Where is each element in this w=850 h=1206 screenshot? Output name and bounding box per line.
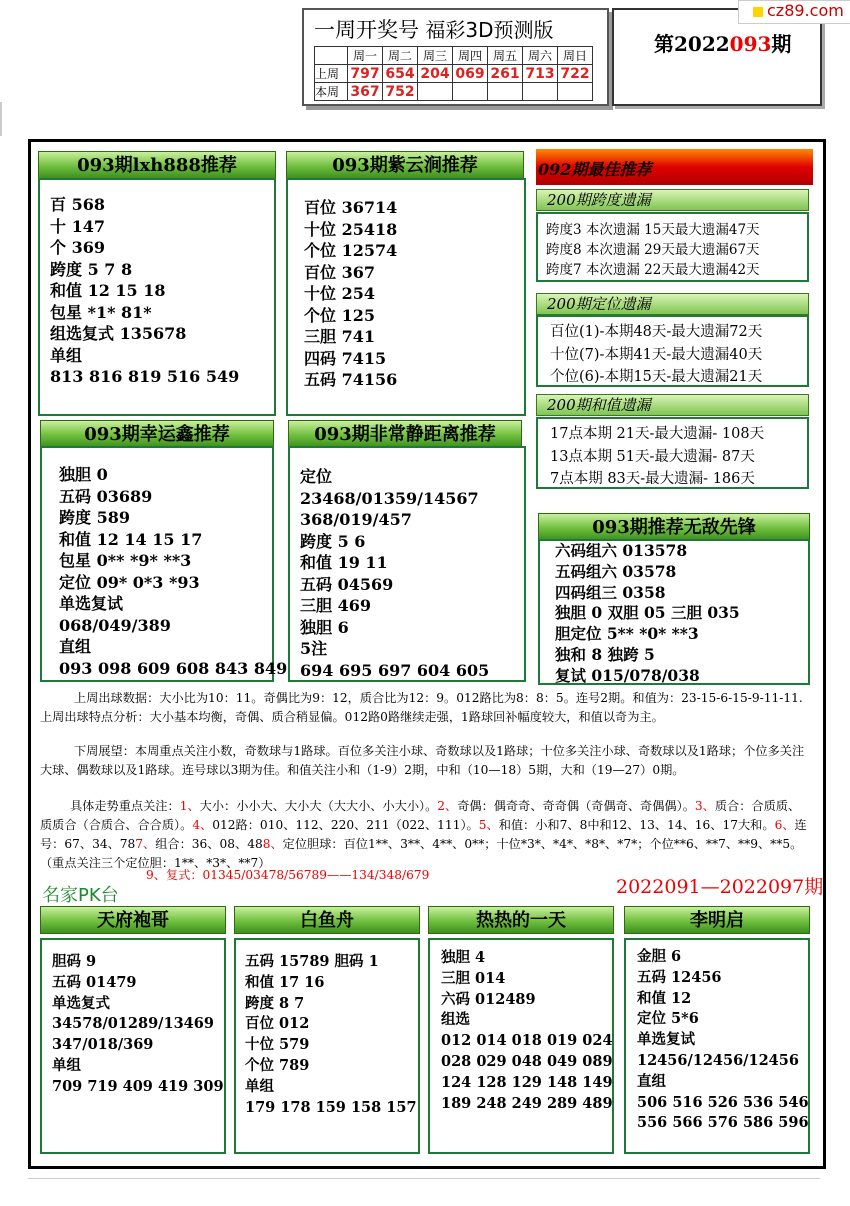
- list-item: 单组: [50, 345, 83, 365]
- item-number: 8、: [262, 837, 283, 851]
- expert-4-box: [624, 938, 810, 1154]
- list-item: 百位 36714: [304, 198, 398, 217]
- list-item: 五码 01479: [52, 973, 137, 991]
- list-item: 十位 579: [245, 1036, 310, 1054]
- box1-header: 093期lxh888推荐: [38, 151, 276, 179]
- span-miss-box: [536, 212, 809, 282]
- list-item: 028 029 048 049 089: [441, 1052, 613, 1070]
- sum-miss-box: [536, 417, 809, 489]
- item-number: 1、: [179, 799, 200, 813]
- day-header: 周日: [558, 47, 593, 65]
- item-text: 大小：小小大、大小大（大大小、小大小）。: [199, 799, 438, 813]
- list-item: 813 816 819 516 549: [50, 367, 240, 386]
- item-text: 定位胆球：百位1**、3**、4**、0**；十位*3*、*4*、*8*、*7*；个位**6、**7、**9、**5。（重点关注三个定位胆：1**、*3*、**7）: [40, 837, 803, 870]
- logo-text: cz89.com: [767, 1, 844, 20]
- list-item: 单组: [52, 1056, 81, 1074]
- draw-number: [453, 83, 488, 101]
- list-item: 金胆 6: [637, 948, 682, 965]
- list-item: 和值 12 15 18: [50, 281, 166, 300]
- list-item: 六码组六 013578: [555, 541, 688, 560]
- list-item: 定位 09* 0*3 *93: [59, 572, 200, 592]
- list-item: 34578/01289/13469: [52, 1015, 214, 1033]
- item-text: 连号：67、34、78: [40, 818, 807, 851]
- draw-number: [558, 83, 593, 101]
- expert-3-header: 热热的一天: [428, 906, 614, 934]
- day-header: 周五: [488, 47, 523, 65]
- list-item: 百位 012: [245, 1015, 310, 1033]
- draw-number: [418, 83, 453, 101]
- list-item: 093 098 609 608 843 849: [59, 658, 288, 678]
- list-item: 和值 12 14 15 17: [59, 529, 203, 549]
- item-number: 2、: [437, 799, 458, 813]
- item-text: 012路：010、112、220、211（022、111）。: [212, 818, 479, 832]
- list-item: 跨度8 本次遗漏 29天最大遗漏67天: [546, 242, 760, 258]
- title-part-a: 一周开奖号: [314, 18, 419, 42]
- list-item: 12456/12456/12456: [637, 1051, 799, 1069]
- list-item: 组选: [441, 1011, 470, 1029]
- day-header: 周三: [418, 47, 453, 65]
- list-item: 跨度3 本次遗漏 15天最大遗漏47天: [546, 222, 760, 238]
- box4-header: 093期非常静距离推荐: [288, 420, 522, 448]
- item-number: 5、: [478, 818, 499, 832]
- vanguard-box: [538, 539, 810, 685]
- list-item: 单选复试: [59, 594, 124, 613]
- list-item: 五码组六 03578: [555, 561, 677, 581]
- list-item: 五码 15789 胆码 1: [245, 953, 379, 970]
- focus-lead: 具体走势重点关注：: [70, 799, 180, 813]
- list-item: 13点本期 51天-最大遗漏- 87天: [550, 448, 755, 465]
- best-recommend-banner: [536, 149, 813, 185]
- list-item: 556 566 576 586 596: [637, 1114, 809, 1132]
- list-item: 独和 8 独跨 5: [555, 644, 655, 664]
- list-item: 124 128 129 148 149: [441, 1073, 613, 1091]
- box2-body: [286, 178, 526, 416]
- list-item: 单选复式: [52, 994, 110, 1012]
- banner-text: 092期最佳推荐: [538, 160, 652, 179]
- list-item: 694 695 697 604 605: [300, 660, 490, 680]
- day-header: 周一: [348, 47, 383, 65]
- list-item: 012 014 018 019 024: [441, 1032, 613, 1050]
- analysis-paragraph-1: 上周出球数据：大小比为10：11。奇偶比为9：12，质合比为12：9。012路比为8：8：5。连号2期。和值为：23-15-6-15-9-11-11.上周出球特点分析：大小基本均衡，奇偶、质合稍显偏。012路0路继续走强，1路球回补幅度较大，和值以奇为主。: [40, 691, 803, 724]
- box3-body: [40, 446, 288, 682]
- list-item: 包星 *1* 81*: [50, 302, 152, 322]
- expert-2-header: 白鱼舟: [234, 906, 420, 934]
- list-item: 百位(1)-本期48天-最大遗漏72天: [550, 324, 763, 340]
- list-item: 23468/01359/14567: [300, 488, 479, 508]
- list-item: 个位 789: [245, 1056, 310, 1074]
- list-item: 百位 367: [304, 262, 375, 282]
- box3-header: 093期幸运鑫推荐: [40, 420, 274, 448]
- list-item: 709 719 409 419 309: [52, 1077, 224, 1095]
- day-header: 周六: [523, 47, 558, 65]
- analysis-paragraph-2: 下周展望：本周重点关注小数，奇数球与1路球。百位多关注小球、奇数球以及1路球；十位多关注小球、奇数球以及1路球；个位多关注大球、偶数球以及1路球。连号球以3期为佳。和值关注小和（1-9）2期，中和（10—18）5期，大和（19—27）0期。: [40, 744, 805, 777]
- draw-number: 204: [418, 65, 453, 83]
- draw-number: 069: [453, 65, 488, 83]
- title-part-b: 福彩3D预测版: [425, 18, 554, 42]
- list-item: 五码 04569: [300, 574, 394, 594]
- list-item: 068/049/389: [59, 615, 171, 635]
- list-item: 定位 5*6: [637, 1010, 699, 1028]
- item-text: 奇偶：偶奇奇、奇奇偶（奇偶奇、奇偶偶）。: [457, 799, 695, 813]
- list-item: 347/018/369: [52, 1036, 154, 1054]
- list-item: 独胆 4: [441, 949, 486, 966]
- list-item: 和值 17 16: [245, 973, 325, 991]
- list-item: 十 147: [50, 216, 105, 236]
- list-item: 单组: [245, 1077, 274, 1095]
- list-item: 独胆 6: [300, 617, 349, 637]
- draw-number: 797: [348, 65, 383, 83]
- list-item: 直组: [59, 637, 92, 656]
- list-item: 跨度 8 7: [245, 994, 305, 1012]
- position-miss-box: [536, 315, 809, 387]
- draw-number: 752: [383, 83, 418, 101]
- sum-miss-header: 200期和值遗漏: [536, 394, 809, 416]
- list-item: 四码组三 0358: [555, 582, 666, 602]
- item-number: 7、: [135, 837, 156, 851]
- list-item: 组选复式 135678: [50, 324, 187, 343]
- item-text: 组合：36、08、48: [155, 837, 263, 851]
- list-item: 直组: [637, 1072, 666, 1090]
- draw-number: [488, 83, 523, 101]
- period-range: 2022091—2022097期: [616, 876, 824, 898]
- span-miss-header: 200期跨度遗漏: [536, 189, 809, 211]
- draw-number: 261: [488, 65, 523, 83]
- list-item: 独胆 0 双胆 05 三胆 035: [555, 603, 740, 623]
- vanguard-header: 093期推荐无敌先锋: [538, 513, 810, 541]
- day-header: 周四: [453, 47, 488, 65]
- weekly-draw-panel: [302, 8, 609, 106]
- list-item: 17点本期 21天-最大遗漏- 108天: [550, 426, 765, 442]
- list-item: 六码 012489: [441, 990, 536, 1008]
- expert-3-box: [428, 938, 614, 1154]
- expert-1-box: [40, 938, 226, 1154]
- list-item: 跨度 5 7 8: [50, 259, 133, 279]
- list-item: 跨度 5 6: [300, 531, 366, 551]
- list-item: 368/019/457: [300, 510, 412, 529]
- list-item: 506 516 526 536 546: [637, 1093, 809, 1111]
- list-item: 五码 03689: [59, 486, 153, 506]
- list-item: 179 178 159 158 157: [245, 1098, 417, 1116]
- list-item: 胆定位 5** *0* **3: [555, 624, 699, 644]
- logo-square-icon: [753, 7, 763, 17]
- item-number: 6、: [774, 818, 795, 832]
- corner-cell: [315, 47, 348, 65]
- compound-item: 9、复式：01345/03478/56789——134/348/679: [146, 868, 430, 882]
- list-item: 单选复试: [637, 1031, 695, 1049]
- list-item: 定位: [300, 467, 333, 486]
- analysis-paragraph-3: [40, 797, 812, 873]
- weekly-draw-table: [314, 46, 593, 101]
- this-week-label: 本周: [315, 83, 348, 101]
- list-item: 跨度7 本次遗漏 22天最大遗漏42天: [546, 262, 760, 278]
- last-week-label: 上周: [315, 65, 348, 83]
- list-item: 个位 125: [304, 305, 375, 325]
- list-item: 189 248 249 289 489: [441, 1094, 613, 1112]
- list-item: 5注: [300, 639, 328, 658]
- issue-highlight: 093: [729, 32, 772, 56]
- list-item: 包星 0** *9* **3: [59, 551, 192, 570]
- list-item: 五码 12456: [637, 968, 722, 986]
- box1-body: [38, 178, 276, 416]
- list-item: 7点本期 83天-最大遗漏- 186天: [550, 471, 755, 487]
- expert-1-header: 天府袍哥: [40, 906, 226, 934]
- list-item: 和值 19 11: [300, 553, 388, 572]
- left-edge-line: [0, 102, 2, 136]
- list-item: 个位(6)-本期15天-最大遗漏21天: [550, 369, 763, 385]
- list-item: 个位 12574: [304, 241, 398, 260]
- item-text: 和值：小和7、8中和12、13、14、16、17大和。: [498, 818, 775, 832]
- list-item: 复试 015/078/038: [555, 665, 700, 685]
- weekly-draw-title: [314, 14, 553, 44]
- list-item: 跨度 589: [59, 508, 130, 527]
- draw-number: 713: [523, 65, 558, 83]
- draw-number: [523, 83, 558, 101]
- list-item: 百 568: [50, 195, 105, 214]
- position-miss-header: 200期定位遗漏: [536, 293, 809, 315]
- item-text: 质合：合质质、质质合（合质合、合合质）。: [40, 799, 801, 832]
- list-item: 五码 74156: [304, 370, 398, 389]
- list-item: 四码 7415: [304, 348, 387, 368]
- draw-number: 367: [348, 83, 383, 101]
- list-item: 个 369: [50, 238, 105, 257]
- expert-4-header: 李明启: [624, 906, 810, 934]
- list-item: 和值 12: [637, 989, 692, 1007]
- bottom-divider: [28, 1178, 820, 1179]
- item-number: 4、: [192, 818, 213, 832]
- list-item: 三胆 014: [441, 969, 506, 987]
- list-item: 三胆 741: [304, 327, 375, 346]
- pk-label: 名家PK台: [42, 885, 119, 906]
- list-item: 独胆 0: [59, 465, 108, 484]
- list-item: 胆码 9: [52, 953, 97, 970]
- site-logo[interactable]: [738, 0, 850, 24]
- list-item: 十位 25418: [304, 219, 398, 239]
- draw-number: 722: [558, 65, 593, 83]
- day-header: 周二: [383, 47, 418, 65]
- item-number: 3、: [694, 799, 715, 813]
- list-item: 十位 254: [304, 284, 375, 303]
- box4-body: [288, 446, 526, 682]
- draw-number: 654: [383, 65, 418, 83]
- issue-suffix: 期: [771, 32, 792, 56]
- box2-header: 093期紫云涧推荐: [286, 151, 524, 179]
- expert-2-box: [234, 938, 420, 1154]
- issue-number: [654, 28, 791, 57]
- list-item: 三胆 469: [300, 596, 371, 615]
- issue-prefix: 第2022: [654, 32, 730, 56]
- list-item: 十位(7)-本期41天-最大遗漏40天: [550, 346, 763, 363]
